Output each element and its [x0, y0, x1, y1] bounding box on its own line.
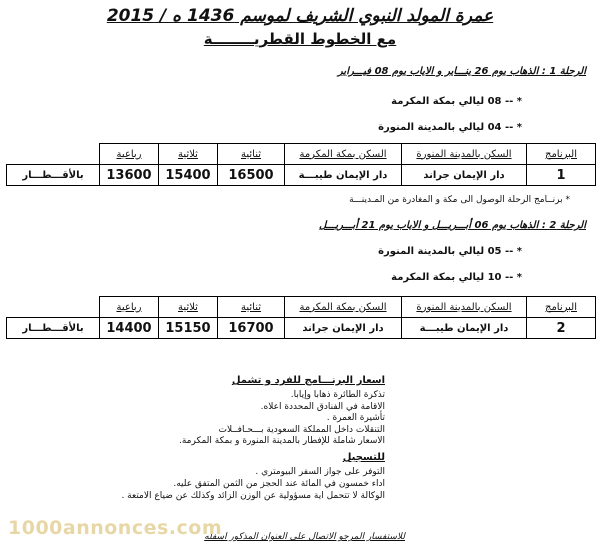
- bullet-icon: *: [562, 195, 570, 205]
- bullet-icon: * --: [501, 246, 522, 257]
- column-header: ثلاثية: [159, 144, 218, 165]
- column-header: [7, 297, 100, 318]
- column-header: السكن بمكة المكرمة: [285, 297, 402, 318]
- bullet-icon: * --: [501, 272, 522, 283]
- double-price: 16500: [218, 165, 285, 186]
- registration-list: [121, 466, 385, 502]
- column-header: ثنائية: [218, 297, 285, 318]
- trip2-heading: الرحلة 2 : الذهاب يوم 06 أبـــريـــل و الاياب يوم 21 أبـــريـــل: [319, 220, 586, 231]
- table-row: [7, 318, 596, 339]
- table-header-row: [7, 144, 596, 165]
- trip2-stay-1: * -- 05 ليالي بالمدينة المنورة: [378, 246, 522, 257]
- table-header-row: [7, 297, 596, 318]
- program-number: 1: [527, 165, 596, 186]
- contact-footer: للاستفسار المرجو الاتصال على العنوان المذكور اسفله: [204, 532, 405, 542]
- quad-price: 13600: [100, 165, 159, 186]
- column-header: السكن بالمدينة المنورة: [402, 144, 527, 165]
- bullet-icon: * --: [501, 122, 522, 133]
- list-item: الاقامة في الفنادق المحددة اعلاه.: [260, 401, 385, 412]
- column-header: السكن بالمدينة المنورة: [402, 297, 527, 318]
- table-row: [7, 165, 596, 186]
- quad-price: 14400: [100, 318, 159, 339]
- column-header: ثلاثية: [159, 297, 218, 318]
- trip1-price-table: [6, 143, 596, 186]
- column-header: البرنامج: [527, 297, 596, 318]
- page-title: عمرة المولد النبوي الشريف لموسم 1436 ه / 2015: [106, 6, 494, 26]
- list-item: التوفر على جواز السفر البيومتري .: [255, 467, 385, 477]
- trip1-heading: الرحلة 1 : الذهاب يوم 26 ينـــاير و الاياب يوم 08 فيـــراير: [337, 66, 586, 77]
- column-header: رباعية: [100, 297, 159, 318]
- list-item: التنقلات داخل المملكة السعودية بـــحـافــلات: [218, 424, 385, 435]
- list-item: الاسعار شاملة للإفطار بالمدينة المنورة و بمكة المكرمة.: [179, 436, 385, 446]
- bullet-icon: * --: [501, 96, 522, 107]
- list-item: اداء خمسون في المائة عند الحجز من الثمن المتفق عليه.: [173, 479, 385, 489]
- trip1-stay-2: * -- 04 ليالي بالمدينة المنورة: [378, 122, 522, 133]
- page-subtitle: مع الخطوط القطريــــــــة: [203, 30, 397, 48]
- breakfast-note: بالأقـــطـــار: [7, 318, 100, 339]
- includes-heading: اسعار البرنـــامج للفرد و تشمل: [231, 375, 385, 386]
- breakfast-note: بالأقـــطـــار: [7, 165, 100, 186]
- list-item: تأشيرة العمرة .: [326, 413, 385, 423]
- trip1-stay-1: * -- 08 ليالي بمكة المكرمة: [391, 96, 522, 107]
- column-header: البرنامج: [527, 144, 596, 165]
- column-header: السكن بمكة المكرمة: [285, 144, 402, 165]
- includes-list: [179, 390, 385, 448]
- medina-hotel: دار الإيمان جراند: [402, 165, 527, 186]
- list-item: تذكرة الطائرة ذهابا وإيابا.: [290, 390, 385, 400]
- triple-price: 15400: [159, 165, 218, 186]
- mecca-hotel: دار الإيمان طيبـــة: [285, 165, 402, 186]
- trip1-note: * برنــامج الرحلة الوصول الى مكة و المغادرة من المـدينـــة: [349, 195, 570, 205]
- trip2-stay-2: * -- 10 ليالي بمكة المكرمة: [391, 272, 522, 283]
- medina-hotel: دار الإيمان طيبـــة: [402, 318, 527, 339]
- watermark-logo: 1000annonces.com: [8, 517, 223, 539]
- column-header: [7, 144, 100, 165]
- mecca-hotel: دار الإيمان جراند: [285, 318, 402, 339]
- list-item: الوكالة لا تتحمل اية مسؤولية عن الوزن الزائد وكذلك عن ضياع الامتعة .: [121, 491, 385, 501]
- double-price: 16700: [218, 318, 285, 339]
- triple-price: 15150: [159, 318, 218, 339]
- column-header: ثنائية: [218, 144, 285, 165]
- registration-heading: للتسجيل: [342, 452, 385, 463]
- program-number: 2: [527, 318, 596, 339]
- trip2-price-table: [6, 296, 596, 339]
- column-header: رباعية: [100, 144, 159, 165]
